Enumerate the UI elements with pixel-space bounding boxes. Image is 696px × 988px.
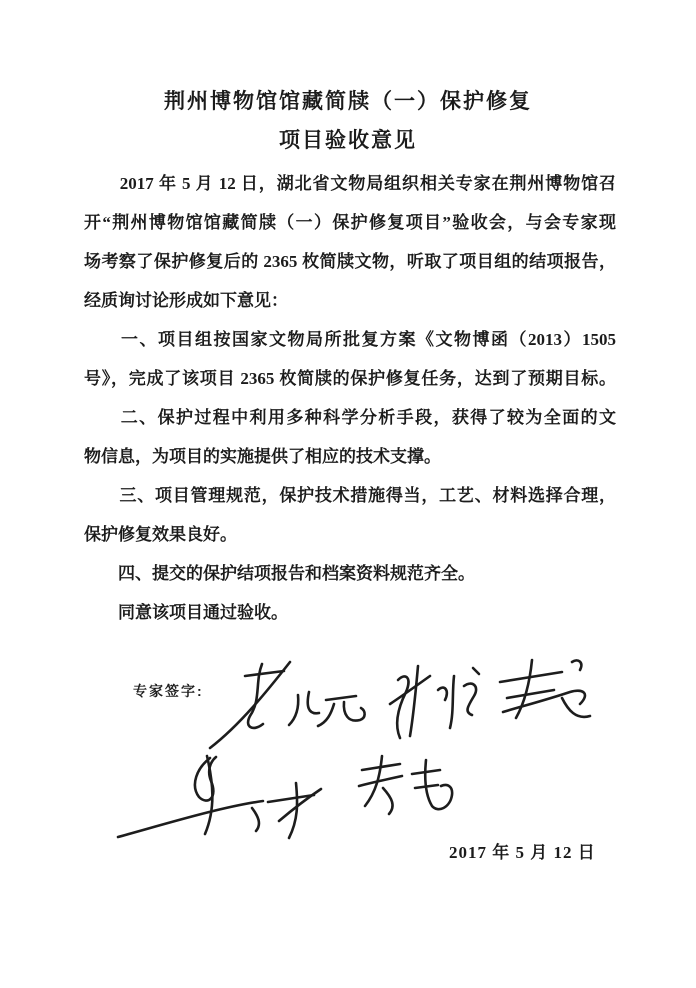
document-body <box>84 164 616 632</box>
signature-3 <box>500 660 590 718</box>
document-title <box>0 82 696 160</box>
expert-signature-label: 专家签字: <box>133 683 204 699</box>
body-line: 2017 年 5 月 12 日，湖北省文物局组织相关专家在荆州博物馆召 <box>84 174 616 193</box>
signature-2 <box>390 666 479 738</box>
signature-5 <box>359 756 452 814</box>
body-line: 保护修复效果良好。 <box>84 525 237 544</box>
signature-4 <box>118 756 321 838</box>
handwritten-signatures <box>0 640 696 870</box>
body-line: 场考察了保护修复后的 2365 枚简牍文物，听取了项目组的结项报告， <box>84 252 616 271</box>
title-line-2: 项目验收意见 <box>279 129 417 152</box>
body-line: 经质询讨论形成如下意见： <box>84 291 288 310</box>
title-line-1: 荆州博物馆馆藏简牍（一）保护修复 <box>164 90 532 113</box>
body-line: 开“荆州博物馆馆藏简牍（一）保护修复项目”验收会，与会专家现 <box>84 213 616 232</box>
signature-1 <box>210 662 365 748</box>
body-line: 三、项目管理规范，保护技术措施得当，工艺、材料选择合理， <box>84 486 616 505</box>
body-line: 物信息，为项目的实施提供了相应的技术支撑。 <box>84 447 441 466</box>
body-line: 一、项目组按国家文物局所批复方案《文物博函（2013）1505 <box>84 330 616 349</box>
body-line: 二、保护过程中利用多种科学分析手段，获得了较为全面的文 <box>84 408 616 427</box>
body-line: 四、提交的保护结项报告和档案资料规范齐全。 <box>84 564 475 583</box>
document-date: 2017 年 5 月 12 日 <box>449 843 596 862</box>
body-line: 号》，完成了该项目 2365 枚简牍的保护修复任务，达到了预期目标。 <box>84 369 616 388</box>
body-line: 同意该项目通过验收。 <box>84 603 288 622</box>
